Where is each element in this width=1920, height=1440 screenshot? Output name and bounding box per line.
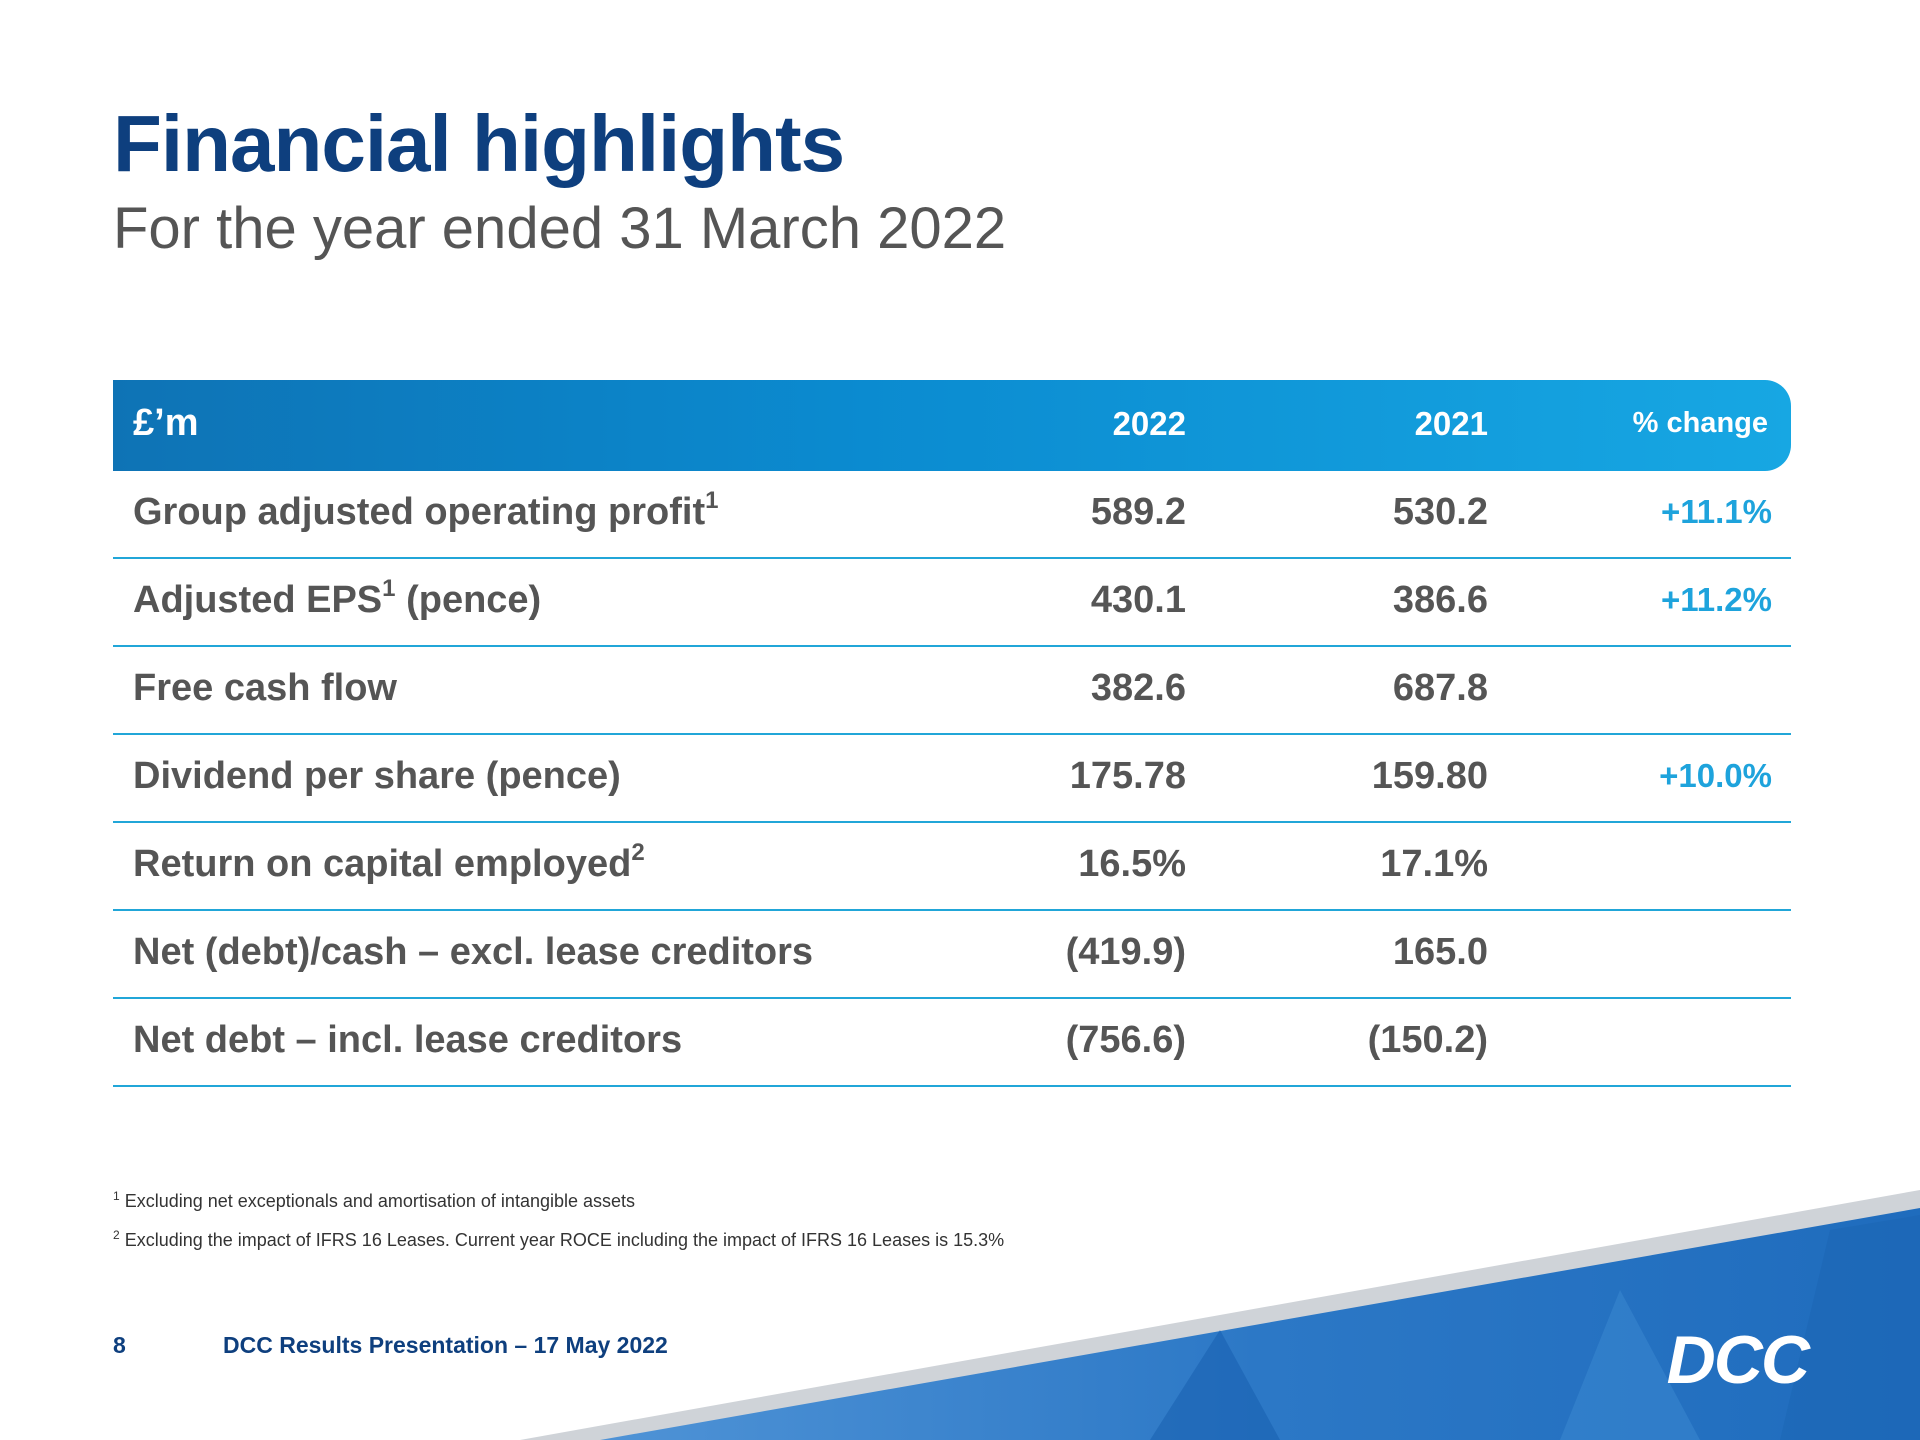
footnote-2 — [113, 1230, 1004, 1251]
value-2022: 382.6 — [1090, 667, 1186, 709]
footer-presentation-title: DCC Results Presentation – 17 May 2022 — [223, 1332, 668, 1358]
row-label-suffix: (pence) — [395, 579, 542, 621]
row-label — [133, 575, 542, 622]
row-label — [133, 667, 397, 710]
page-number: 8 — [113, 1332, 126, 1358]
table-row — [113, 471, 1791, 559]
row-label-text: Free cash flow — [133, 667, 397, 709]
footnote-mark: 1 — [113, 1189, 120, 1203]
row-label-text: Net debt – incl. lease creditors — [133, 1019, 683, 1061]
row-label — [133, 487, 719, 534]
value-2021: 687.8 — [1392, 667, 1488, 709]
value-2021: 386.6 — [1392, 579, 1488, 621]
value-change: +11.2% — [1660, 581, 1772, 618]
value-change: +11.1% — [1660, 493, 1772, 530]
footnote-text: Excluding the impact of IFRS 16 Leases. Current year ROCE including the impact of IFRS 16 Leases is 15.3% — [124, 1230, 1005, 1250]
row-label-text: Group adjusted operating profit — [133, 491, 706, 533]
header-change: % change — [1632, 407, 1768, 439]
row-footnote-mark: 1 — [705, 487, 719, 514]
value-2022: 16.5% — [1078, 843, 1186, 885]
table-body — [113, 471, 1791, 1087]
row-label — [133, 1019, 682, 1062]
header-unit: £’m — [133, 402, 199, 444]
footnote-mark: 2 — [113, 1228, 120, 1242]
value-2022: 175.78 — [1069, 755, 1186, 797]
value-2021: 530.2 — [1392, 491, 1488, 533]
row-label-text: Net (debt)/cash – excl. lease creditors — [133, 931, 814, 973]
row-footnote-mark: 1 — [382, 575, 396, 602]
row-label-text: Dividend per share (pence) — [133, 755, 621, 797]
table-row — [113, 911, 1791, 999]
value-change: +10.0% — [1659, 757, 1772, 794]
row-label-text: Adjusted EPS — [133, 579, 383, 621]
header-2022: 2022 — [1112, 405, 1186, 442]
page-subtitle: For the year ended 31 March 2022 — [113, 196, 1007, 261]
dcc-logo: DCC — [1666, 1322, 1808, 1398]
value-2021: 17.1% — [1380, 843, 1488, 885]
footnote-1 — [113, 1191, 635, 1212]
value-2022: 430.1 — [1090, 579, 1186, 621]
row-label — [133, 755, 621, 798]
value-2022: (756.6) — [1065, 1019, 1186, 1061]
table-row — [113, 735, 1791, 823]
value-2021: 159.80 — [1371, 755, 1488, 797]
row-footnote-mark: 2 — [631, 839, 645, 866]
financial-highlights-table — [113, 380, 1791, 1087]
value-2022: (419.9) — [1065, 931, 1186, 973]
row-label — [133, 931, 813, 974]
table-header — [113, 380, 1791, 471]
value-2022: 589.2 — [1090, 491, 1186, 533]
table-row — [113, 999, 1791, 1087]
header-2021: 2021 — [1414, 405, 1488, 442]
footnote-text: Excluding net exceptionals and amortisation of intangible assets — [124, 1191, 636, 1211]
row-label-text: Return on capital employed — [133, 843, 632, 885]
page-title: Financial highlights — [113, 99, 845, 188]
table-row — [113, 823, 1791, 911]
table-row — [113, 559, 1791, 647]
row-label — [133, 839, 645, 886]
value-2021: 165.0 — [1392, 931, 1488, 973]
table-row — [113, 647, 1791, 735]
value-2021: (150.2) — [1367, 1019, 1488, 1061]
